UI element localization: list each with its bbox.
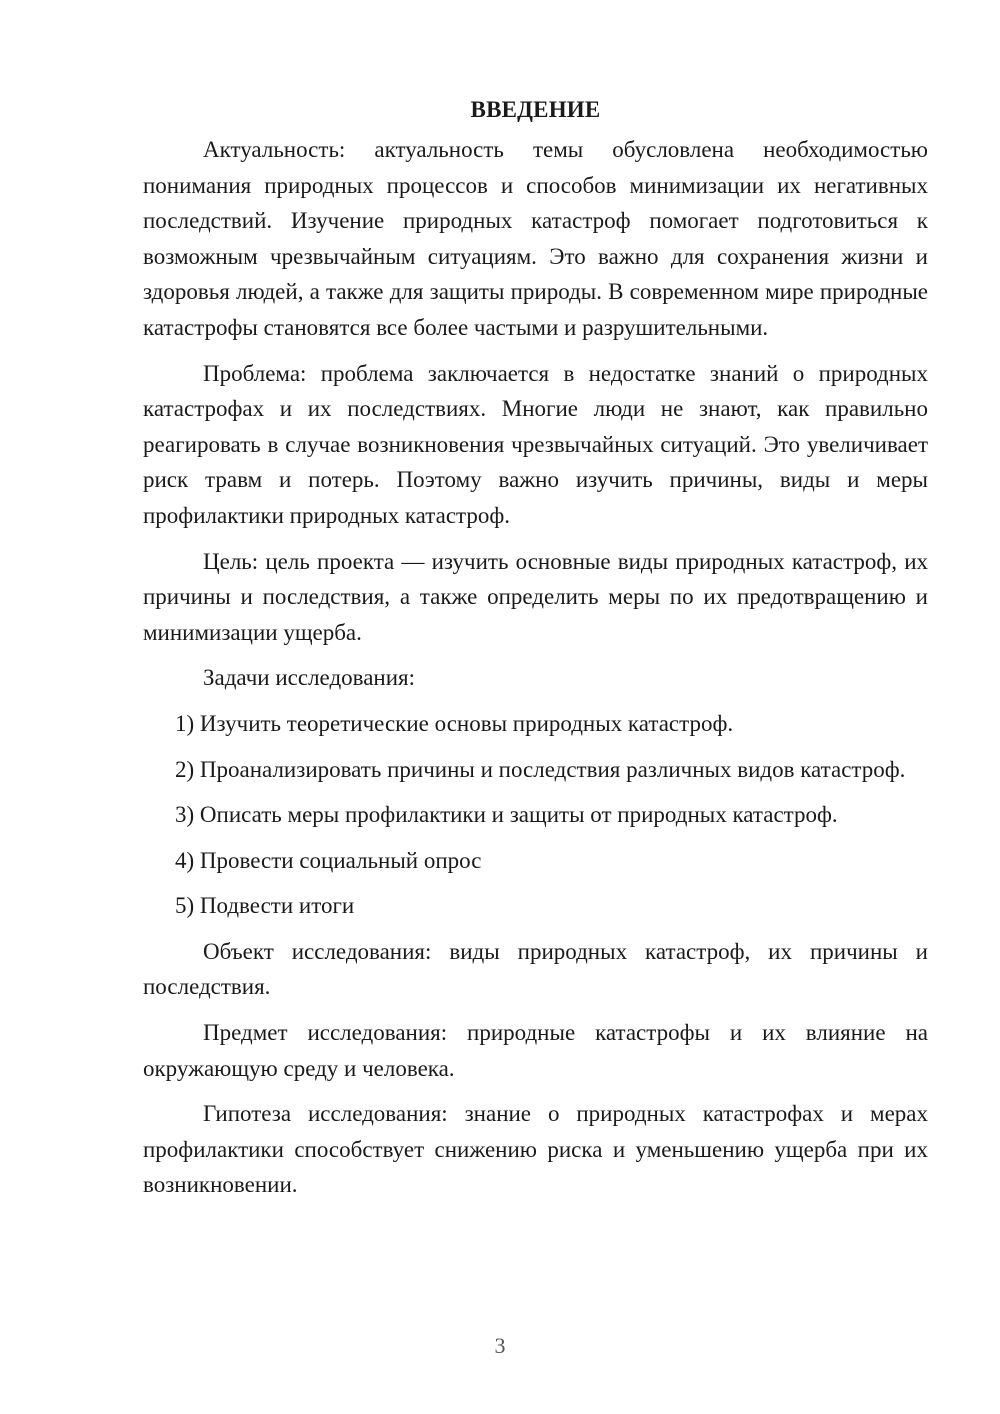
relevance-paragraph: Актуальность: актуальность темы обусловлена необходимостью понимания природных процессов и способов минимизации их негативных последствий. Изучение природных катастроф помогает подготовиться к возможным чрезвычайным ситуациям. Это важно для сохранения жизни и здоровья людей, а также для защиты природы. В современном мире природные катастрофы становятся все более частыми и разрушительными. [143,137,928,340]
page-number: 3 [494,1333,506,1358]
page-content [143,92,928,1213]
list-item: 5) Подвести итоги [175,893,355,919]
hypothesis-paragraph: Гипотеза исследования: знание о природных катастрофах и мерах профилактики способствует снижению риска и уменьшению ущерба при их возникновении. [143,1101,928,1198]
list-item: 1) Изучить теоретические основы природных катастроф. [175,710,734,736]
list-item: 2) Проанализировать причины и последствия различных видов катастроф. [175,756,906,782]
subject-paragraph: Предмет исследования: природные катастрофы и их влияние на окружающую среду и человека. [143,1020,928,1081]
tasks-list [143,706,928,924]
goal-paragraph: Цель: цель проекта — изучить основные виды природных катастроф, их причины и последствия, а также определить меры по их предотвращению и минимизации ущерба. [143,548,928,645]
page-title: ВВЕДЕНИЕ [470,97,601,122]
tasks-intro: Задачи исследования: [203,665,416,691]
problem-paragraph: Проблема: проблема заключается в недостатке знаний о природных катастрофах и их последствиях. Многие люди не знают, как правильно реагировать в случае возникновения чрезвычайных ситуаций. Это увеличивает риск травм и потерь. Поэтому важно изучить причины, виды и меры профилактики природных катастроф. [143,360,928,528]
list-item: 3) Описать меры профилактики и защиты от природных катастроф. [175,802,838,828]
object-paragraph: Объект исследования: виды природных катастроф, их причины и последствия. [143,938,928,1000]
list-item: 4) Провести социальный опрос [175,847,482,873]
